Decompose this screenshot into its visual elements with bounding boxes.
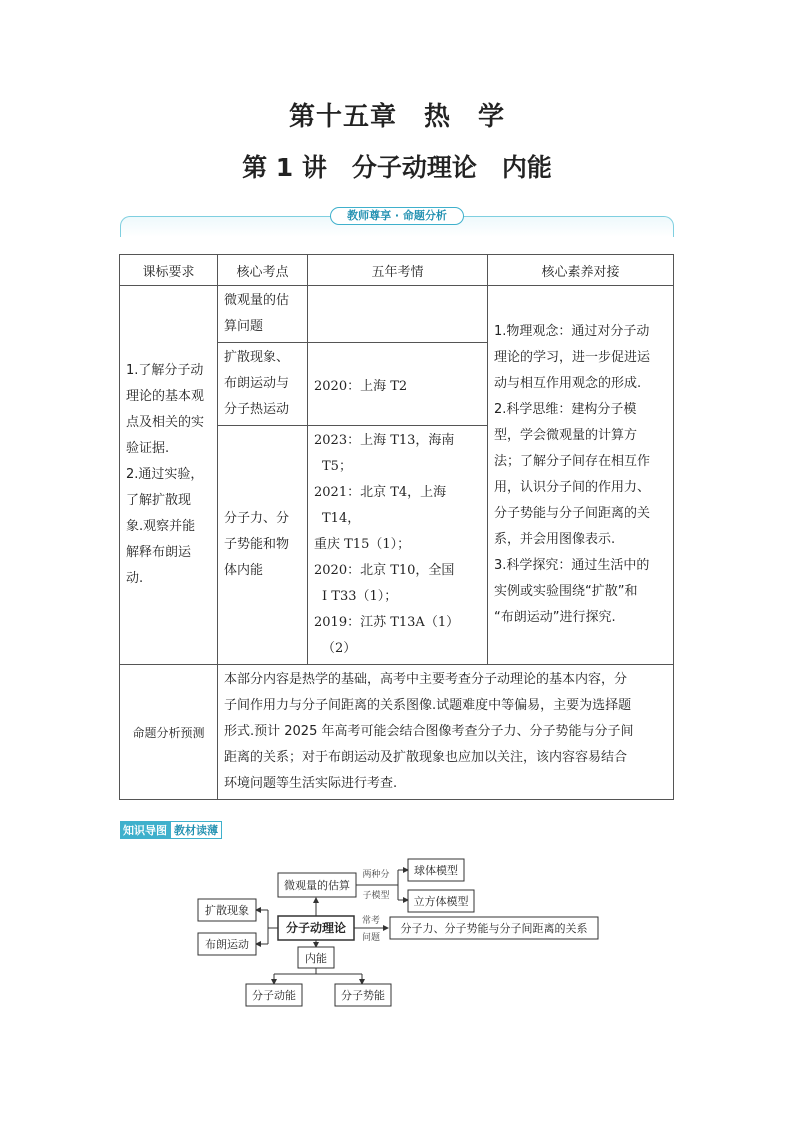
brownian-label: 布朗运动 xyxy=(205,938,249,951)
exam-estimation xyxy=(308,286,488,343)
common-label-2: 问题 xyxy=(361,933,381,943)
center-label: 分子动理论 xyxy=(285,921,347,935)
chapter-title: 第十五章 热 学 xyxy=(288,102,505,132)
kinetic-label: 分子动能 xyxy=(252,989,296,1002)
forecast-label: 命题分析预测 xyxy=(120,665,218,800)
table-header-row xyxy=(120,255,674,286)
table-row xyxy=(120,665,674,800)
banner-label: 教师尊享 · 命题分析 xyxy=(330,207,464,225)
topic-estimation: 微观量的估 算问题 xyxy=(218,286,308,343)
topic-force: 分子力、分 子势能和物 体内能 xyxy=(218,426,308,665)
force-relation-label: 分子力、分子势能与分子间距离的关系 xyxy=(400,922,588,935)
header-requirement: 课标要求 xyxy=(120,255,218,286)
tag-knowledge-map: 知识导图 xyxy=(120,821,170,839)
forecast-content: 本部分内容是热学的基础，高考中主要考查分子动理论的基本内容，分 子间作用力与分子间距离的关系图像.试题难度中等偏易，主要为选择题 形式.预计 2025 年高考可能会结合图像考查分子力、分子势能与分子间 距离的关系；对于布朗运动及扩散现象也应加以关注，该内容容易结合 环境问题等生活实际进行考查. xyxy=(218,665,674,800)
potential-label: 分子势能 xyxy=(341,989,385,1002)
header-literacy: 核心素养对接 xyxy=(488,255,674,286)
knowledge-mindmap xyxy=(190,850,610,1010)
tag-textbook: 教材读薄 xyxy=(170,821,222,839)
header-topic: 核心考点 xyxy=(218,255,308,286)
literacy-cell: 1.物理观念：通过对分子动 理论的学习，进一步促进运 动与相互作用观念的形成. 2.科学思维：建构分子模 型，学会微观量的计算方 法；了解分子间存在相互作 用，认识分子间的作用力、 分子势能与分子间距离的关 系，并会用图像表示. 3.科学探究：通过生活中的 实例或实验围绕“扩散”和 “布朗运动”进行探究. xyxy=(488,286,674,665)
estimation-label: 微观量的估算 xyxy=(284,879,350,892)
table-row xyxy=(120,286,674,343)
two-models-label-1: 两种分 xyxy=(362,870,390,880)
internal-energy-label: 内能 xyxy=(305,952,327,965)
sphere-model-label: 球体模型 xyxy=(414,864,458,877)
diffusion-label: 扩散现象 xyxy=(205,904,249,917)
topic-diffusion: 扩散现象、 布朗运动与 分子热运动 xyxy=(218,343,308,426)
knowledge-tags xyxy=(120,821,222,839)
lesson-title: 第 1 讲 分子动理论 内能 xyxy=(242,153,552,182)
two-models-label-2: 子模型 xyxy=(362,891,390,901)
header-exam: 五年考情 xyxy=(308,255,488,286)
analysis-table xyxy=(119,254,674,800)
exam-diffusion: 2020：上海 T2 xyxy=(308,343,488,426)
requirement-cell: 1.了解分子动 理论的基本观 点及相关的实 验证据. 2.通过实验， 了解扩散现 象.观察并能 解释布朗运 动. xyxy=(120,286,218,665)
cube-model-label: 立方体模型 xyxy=(413,895,469,908)
exam-force: 2023：上海 T13，海南 T5； 2021：北京 T4，上海 T14， 重庆 T15（1）； 2020：北京 T10，全国 Ⅰ T33（1）； 2019：江苏 T13A（1） （2） xyxy=(308,426,488,665)
common-label-1: 常考 xyxy=(361,916,381,926)
